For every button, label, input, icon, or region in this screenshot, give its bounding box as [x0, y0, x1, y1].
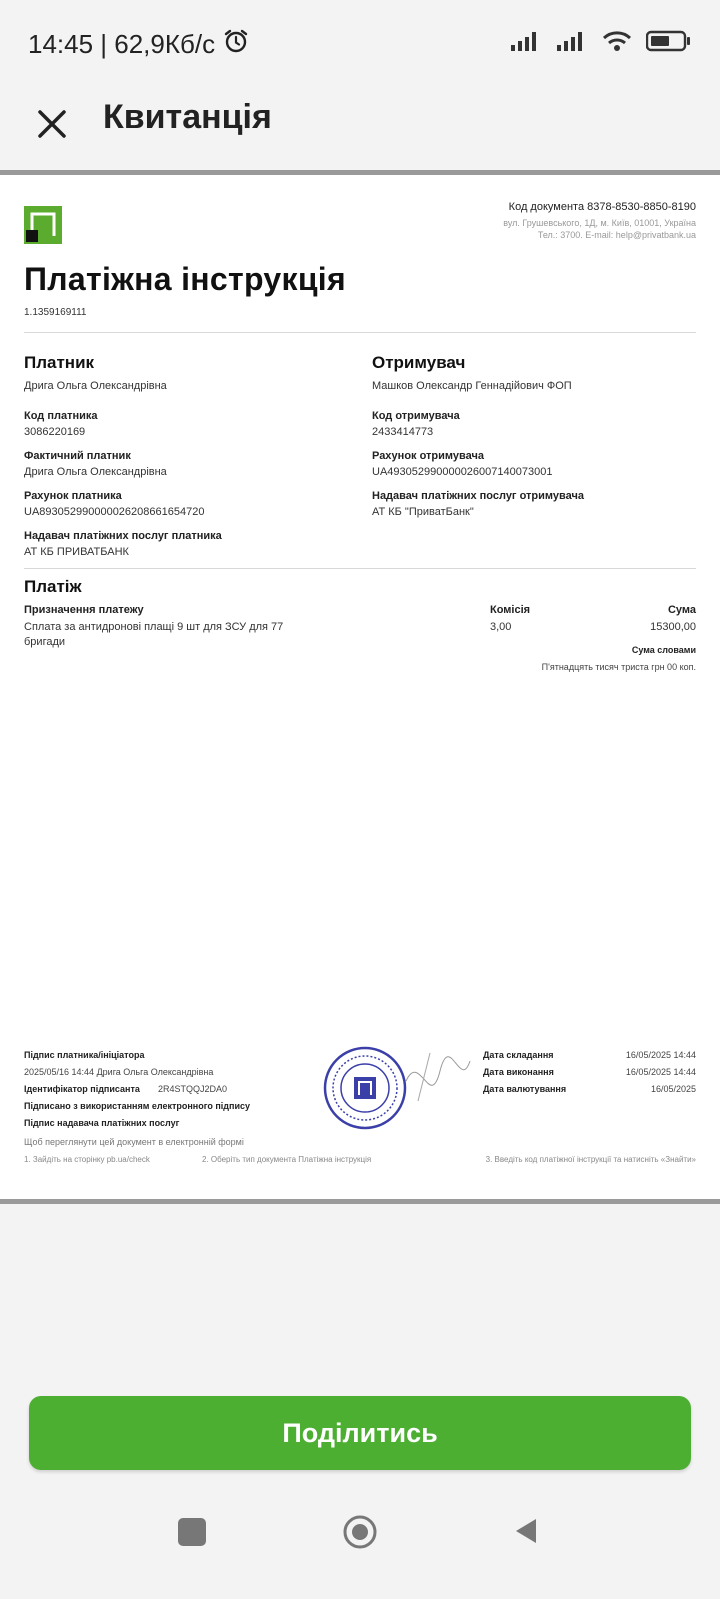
bank-address-line: вул. Грушевського, 1Д, м. Київ, 01001, Україна — [503, 218, 696, 228]
date-executed-label: Дата виконання — [483, 1067, 554, 1077]
commission-label: Комісія — [490, 604, 531, 616]
app-header — [0, 88, 720, 172]
signer-id-label: Ідентифікатор підписанта — [24, 1084, 140, 1094]
recipient-account-label: Рахунок отримувача — [372, 450, 484, 462]
payer-account-label: Рахунок платника — [24, 490, 122, 502]
commission-value: 3,00 — [490, 621, 512, 633]
payer-code-value: 3086220169 — [24, 426, 86, 438]
actual-payer-label: Фактичний платник — [24, 450, 131, 462]
actual-payer-value: Дрига Ольга Олександрівна — [24, 466, 167, 478]
signer-label: Підпис платника/ініціатора — [24, 1050, 145, 1060]
sum-value: 15300,00 — [650, 621, 696, 633]
bottom-area — [0, 1364, 720, 1599]
payment-purpose-line: Сплата за антидронові плащі 9 шт для ЗСУ для 77 — [24, 621, 284, 633]
payment-purpose-label: Призначення платежу — [24, 604, 144, 616]
status-left — [28, 28, 249, 61]
recipient-code-value: 2433414773 — [372, 426, 434, 438]
check-step-2: 2. Оберіть тип документа Платіжна інструкція — [202, 1155, 372, 1164]
recipient-name: Машков Олександр Геннадійович ФОП — [372, 380, 572, 392]
date-created-value: 16/05/2025 14:44 — [625, 1050, 696, 1060]
signal-icon — [510, 30, 542, 57]
date-executed-value: 16/05/2025 14:44 — [625, 1067, 696, 1077]
alarm-icon — [223, 28, 249, 61]
divider — [24, 332, 696, 333]
payment-purpose-line: бригади — [24, 636, 66, 648]
recent-apps-icon[interactable] — [178, 1518, 206, 1546]
page-title: Квитанція — [103, 98, 272, 136]
payer-account-value: UA893052990000026208661654720 — [24, 506, 205, 518]
bank-stamp-icon — [322, 1045, 408, 1131]
payment-section-title: Платіж — [24, 577, 82, 596]
recipient-provider-label: Надавач платіжних послуг отримувача — [372, 490, 584, 502]
share-button[interactable]: Поділитись — [29, 1396, 691, 1470]
recipient-section-title: Отримувач — [372, 353, 466, 372]
payer-provider-value: АТ КБ ПРИВАТБАНК — [24, 546, 129, 558]
receipt-document-frame — [0, 170, 720, 1204]
view-note: Щоб переглянути цей документ в електронній формі — [24, 1137, 244, 1147]
back-icon[interactable] — [512, 1516, 542, 1546]
close-icon[interactable] — [30, 102, 74, 146]
bank-address — [503, 217, 696, 241]
provider-sign-label: Підпис надавача платіжних послуг — [24, 1118, 180, 1128]
wifi-icon — [602, 30, 632, 57]
recipient-code-label: Код отримувача — [372, 410, 460, 422]
document-number: 1.1359169111 — [24, 307, 87, 318]
payer-section-title: Платник — [24, 353, 95, 372]
bank-contact-line: Тел.: 3700. E-mail: help@privatbank.ua — [537, 230, 696, 240]
document-title: Платіжна інструкція — [24, 261, 346, 297]
signature-icon — [400, 1041, 480, 1121]
payer-code-label: Код платника — [24, 410, 98, 422]
document-code: Код документа 8378-8530-8850-8190 — [508, 201, 696, 213]
home-icon[interactable] — [342, 1514, 378, 1550]
recipient-account-value: UA493052990000026007140073001 — [372, 466, 553, 478]
check-step-1: 1. Зайдіть на сторінку pb.ua/check — [24, 1155, 150, 1164]
signal-icon — [556, 30, 588, 57]
divider — [24, 568, 696, 569]
receipt-document — [0, 175, 720, 1199]
status-time-speed: 14:45 | 62,9Кб/с — [28, 29, 216, 59]
signed-note: Підписано з використанням електронного підпису — [24, 1101, 251, 1111]
sum-label: Сума — [667, 604, 696, 616]
system-nav-bar — [0, 1504, 720, 1584]
payer-name: Дрига Ольга Олександрівна — [24, 380, 167, 392]
battery-icon — [646, 30, 692, 57]
sum-words-label: Сума словами — [631, 645, 696, 655]
signer-id-value: 2R4STQQJ2DA0 — [158, 1084, 228, 1094]
privatbank-logo-icon — [24, 206, 62, 244]
payer-provider-label: Надавач платіжних послуг платника — [24, 530, 222, 542]
date-value-label: Дата валютування — [483, 1084, 567, 1094]
sum-words-value: П'ятнадцять тисяч триста грн 00 коп. — [541, 662, 696, 672]
date-created-label: Дата складання — [483, 1050, 554, 1060]
signer-value: 2025/05/16 14:44 Дрига Ольга Олександрівна — [24, 1067, 214, 1077]
date-value-value: 16/05/2025 — [650, 1084, 696, 1094]
check-step-3: 3. Введіть код платіжної інструкції та натисніть «Знайти» — [485, 1155, 696, 1164]
status-bar — [0, 0, 720, 88]
status-right — [510, 30, 692, 57]
recipient-provider-value: АТ КБ "ПриватБанк" — [372, 506, 474, 518]
